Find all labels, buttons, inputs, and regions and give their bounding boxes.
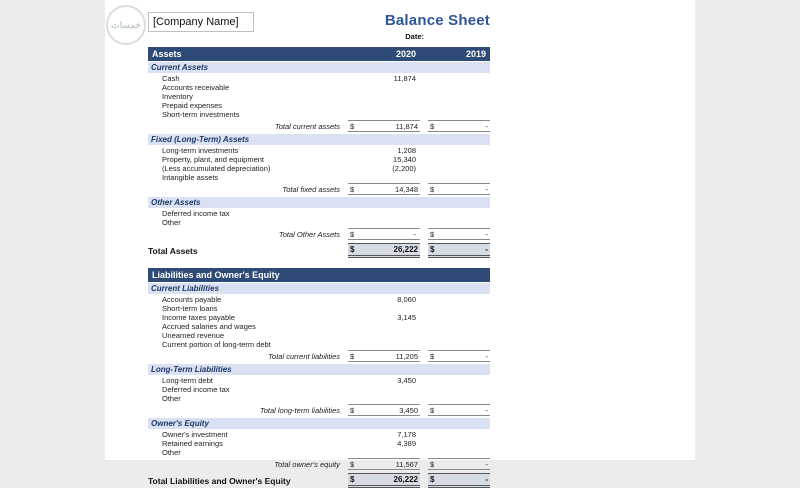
currency-symbol: $: [350, 475, 355, 484]
column-header-2020: 2020: [395, 49, 416, 59]
table-row: [148, 430, 490, 439]
table-row: [148, 155, 490, 164]
total-value-2019: -: [485, 229, 488, 239]
row-label: Current portion of long-term debt: [162, 340, 271, 349]
spreadsheet-page: [105, 0, 695, 486]
row-label: Long-term debt: [162, 376, 213, 385]
total-label: Total current assets: [274, 121, 340, 131]
total-label: Total long-term liabilities: [259, 405, 340, 415]
section-header-long-term-liabilities: Long-Term Liabilities: [148, 364, 490, 375]
table-row: [148, 304, 490, 313]
table-row: [148, 83, 490, 92]
total-value-2019: -: [485, 351, 488, 361]
row-label: Long-term investments: [162, 146, 239, 155]
total-liabilities-equity-row: [148, 473, 490, 488]
total-value-2020: 11,567: [395, 459, 418, 469]
section-header-other-assets: Other Assets: [148, 197, 490, 208]
total-assets-label: Total Assets: [148, 245, 198, 256]
total-row-long-term-liabilities: [148, 404, 490, 416]
date-label[interactable]: Date:: [405, 32, 424, 41]
total-label: Total owner's equity: [274, 459, 340, 469]
total-assets-2020: 26,222: [393, 245, 418, 254]
total-liabilities-2020: 26,222: [393, 475, 418, 484]
currency-symbol: $: [430, 459, 435, 469]
row-label: Inventory: [162, 92, 193, 101]
currency-symbol: $: [350, 405, 355, 415]
total-liabilities-equity-label: Total Liabilities and Owner's Equity: [148, 475, 291, 486]
row-value-2020: 15,340: [393, 155, 416, 164]
total-value-2020: 11,874: [395, 121, 418, 131]
total-value-2019: -: [485, 405, 488, 415]
table-row: [148, 218, 490, 227]
currency-symbol: $: [430, 351, 435, 361]
total-row-current-liabilities: [148, 350, 490, 362]
section-header-owners-equity: Owner's Equity: [148, 418, 490, 429]
table-row: [148, 209, 490, 218]
section-header-current-assets: Current Assets: [148, 62, 490, 73]
total-row-other-assets: [148, 228, 490, 240]
table-row: [148, 146, 490, 155]
row-label: Retained earnings: [162, 439, 223, 448]
sheet-header: [148, 12, 490, 41]
total-label: Total Other Assets: [278, 229, 340, 239]
row-value-2020: 3,145: [397, 313, 416, 322]
table-row: [148, 101, 490, 110]
total-value-2019: -: [485, 459, 488, 469]
table-row: [148, 385, 490, 394]
total-value-2020: 14,348: [395, 184, 418, 194]
total-row-fixed-assets: [148, 183, 490, 195]
currency-symbol: $: [430, 121, 435, 131]
total-label: Total current liabilities: [268, 351, 340, 361]
total-assets-2019: -: [485, 245, 488, 254]
currency-symbol: $: [350, 229, 355, 239]
row-label: Prepaid expenses: [162, 101, 223, 110]
table-row: [148, 92, 490, 101]
table-row: [148, 295, 490, 304]
row-label: Accrued salaries and wages: [162, 322, 256, 331]
table-row: [148, 376, 490, 385]
table-row: [148, 331, 490, 340]
currency-symbol: $: [430, 245, 435, 254]
row-label: Owner's investment: [162, 430, 228, 439]
currency-symbol: $: [350, 351, 355, 361]
row-value-2020: 7,178: [397, 430, 416, 439]
table-row: [148, 322, 490, 331]
row-label: Short-term investments: [162, 110, 240, 119]
row-label: Deferred income tax: [162, 209, 230, 218]
row-value-2020: 1,208: [397, 146, 416, 155]
total-value-2020: 11,205: [395, 351, 418, 361]
liabilities-header-label: Liabilities and Owner's Equity: [152, 270, 280, 280]
row-label: (Less accumulated depreciation): [162, 164, 271, 173]
page-title: Balance Sheet: [384, 12, 490, 29]
assets-header-bar: [148, 47, 490, 61]
section-header-fixed-assets: Fixed (Long-Term) Assets: [148, 134, 490, 145]
total-label: Total fixed assets: [282, 184, 340, 194]
row-label: Short-term loans: [162, 304, 218, 313]
currency-symbol: $: [430, 475, 435, 484]
total-value-2020: -: [413, 229, 416, 239]
total-liabilities-2019: -: [485, 475, 488, 484]
currency-symbol: $: [430, 229, 435, 239]
row-label: Other: [162, 394, 181, 403]
row-label: Other: [162, 218, 181, 227]
table-row: [148, 340, 490, 349]
currency-symbol: $: [350, 184, 355, 194]
watermark-text: خمسات: [110, 19, 141, 30]
table-row: [148, 110, 490, 119]
column-header-2019: 2019: [465, 49, 486, 59]
currency-symbol: $: [350, 459, 355, 469]
row-value-2020: 3,450: [397, 376, 416, 385]
company-name-cell[interactable]: [Company Name]: [148, 12, 254, 32]
total-value-2019: -: [485, 121, 488, 131]
table-row: [148, 394, 490, 403]
watermark-logo: [106, 5, 146, 45]
assets-header-label: Assets: [152, 49, 182, 59]
total-value-2019: -: [485, 184, 488, 194]
row-value-2020: 4,389: [397, 439, 416, 448]
currency-symbol: $: [350, 245, 355, 254]
section-header-current-liabilities: Current Liabilities: [148, 283, 490, 294]
row-value-2020: (2,200): [392, 164, 416, 173]
table-row: [148, 439, 490, 448]
row-label: Cash: [162, 74, 180, 83]
currency-symbol: $: [430, 184, 435, 194]
total-row-current-assets: [148, 120, 490, 132]
row-value-2020: 11,874: [393, 74, 416, 83]
liabilities-header-bar: [148, 268, 490, 282]
row-label: Accounts payable: [162, 295, 222, 304]
currency-symbol: $: [430, 405, 435, 415]
table-row: [148, 173, 490, 182]
row-label: Other: [162, 448, 181, 457]
row-label: Property, plant, and equipment: [162, 155, 265, 164]
row-label: Intangible assets: [162, 173, 219, 182]
total-value-2020: 3,450: [399, 405, 418, 415]
table-row: [148, 74, 490, 83]
row-value-2020: 8,060: [397, 295, 416, 304]
row-label: Income taxes payable: [162, 313, 235, 322]
row-label: Accounts receivable: [162, 83, 230, 92]
total-assets-row: [148, 243, 490, 258]
currency-symbol: $: [350, 121, 355, 131]
table-row: [148, 164, 490, 173]
table-row: [148, 448, 490, 457]
row-label: Deferred income tax: [162, 385, 230, 394]
row-label: Unearned revenue: [162, 331, 225, 340]
table-row: [148, 313, 490, 322]
